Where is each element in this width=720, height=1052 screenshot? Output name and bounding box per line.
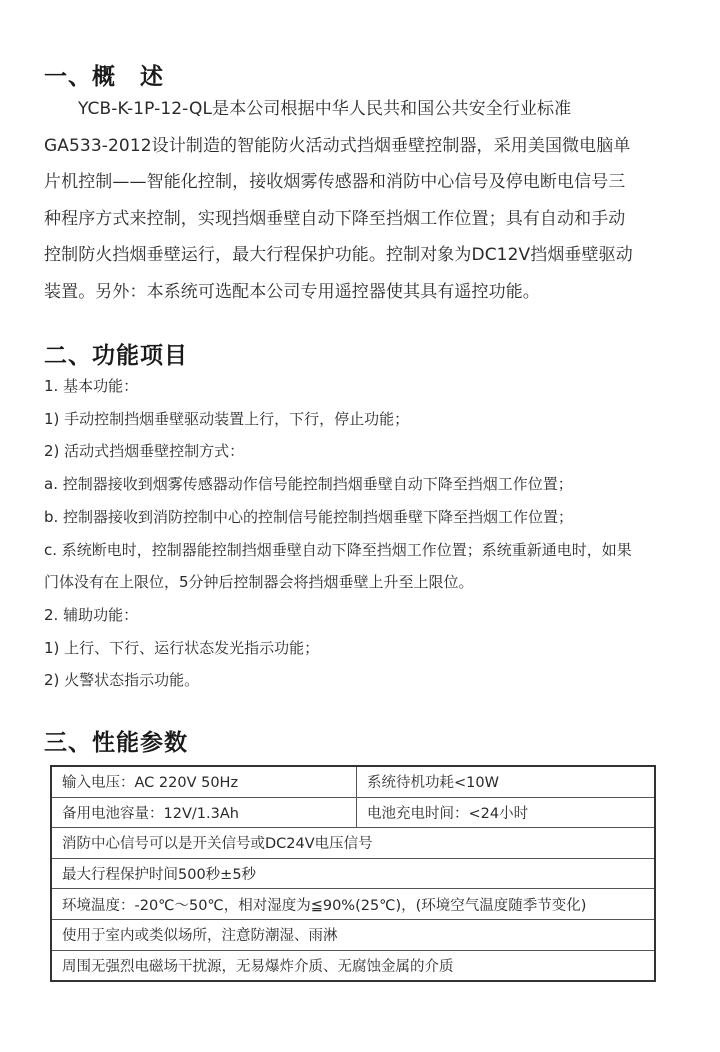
section-title-functions: 二、功能项目 (44, 343, 188, 369)
list-item: 2) 活动式挡烟垂壁控制方式： (44, 442, 245, 461)
table-row (51, 889, 655, 920)
table-row (51, 766, 655, 797)
list-item: b. 控制器接收到消防控制中心的控制信号能控制挡烟垂壁下降至挡烟工作位置； (44, 507, 574, 526)
table-row (51, 828, 655, 859)
list-item: 1) 手动控制挡烟垂壁驱动装置上行，下行，停止功能； (44, 409, 410, 428)
list-item: a. 控制器接收到烟雾传感器动作信号能控制挡烟垂壁自动下降至挡烟工作位置； (44, 475, 573, 494)
functions-list (44, 370, 684, 697)
list-item: 2. 辅助功能： (44, 605, 139, 624)
table-cell: 电池充电时间：<24小时 (357, 797, 656, 828)
list-item: 1) 上行、下行、运行状态发光指示功能； (44, 638, 320, 657)
table-cell: 环境温度：-20℃～50℃，相对湿度为≦90%(25℃)，(环境空气温度随季节变化) (51, 889, 655, 920)
paragraph-line: YCB-K-1P-12-QL是本公司根据中华人民共和国公共安全行业标准 (78, 99, 572, 119)
paragraph-line: 种程序方式来控制，实现挡烟垂壁自动下降至挡烟工作位置；具有自动和手动 (44, 208, 626, 229)
paragraph-line: 控制防火挡烟垂壁运行，最大行程保护功能。控制对象为DC12V挡烟垂壁驱动 (44, 245, 633, 265)
specifications-table (50, 765, 656, 982)
list-item: 门体没有在上限位，5分钟后控制器会将挡烟垂壁上升至上限位。 (44, 573, 474, 592)
section-title-overview: 一、概 述 (44, 64, 164, 90)
table-cell: 输入电压：AC 220V 50Hz (51, 766, 357, 797)
paragraph-line: GA533-2012设计制造的智能防火活动式挡烟垂壁控制器，采用美国微电脑单 (44, 135, 631, 156)
table-cell: 系统待机功耗<10W (357, 766, 656, 797)
overview-paragraph (44, 91, 684, 310)
table-row (51, 919, 655, 950)
table-cell: 周围无强烈电磁场干扰源，无易爆炸介质、无腐蚀金属的介质 (51, 950, 655, 981)
table-cell: 备用电池容量：12V/1.3Ah (51, 797, 357, 828)
table-cell: 最大行程保护时间500秒±5秒 (51, 858, 655, 889)
table-row (51, 797, 655, 828)
table-row (51, 950, 655, 981)
table-cell: 使用于室内或类似场所，注意防潮湿、雨淋 (51, 919, 655, 950)
list-item: 1. 基本功能： (44, 377, 139, 395)
paragraph-line: 片机控制——智能化控制，接收烟雾传感器和消防中心信号及停电断电信号三 (44, 172, 626, 192)
section-title-specifications: 三、性能参数 (44, 730, 188, 756)
list-item: 2) 火警状态指示功能。 (44, 671, 200, 690)
paragraph-line: 装置。另外：本系统可选配本公司专用遥控器使其具有遥控功能。 (44, 281, 540, 302)
table-cell: 消防中心信号可以是开关信号或DC24V电压信号 (51, 828, 655, 859)
list-item: c. 系统断电时，控制器能控制挡烟垂壁自动下降至挡烟工作位置；系统重新通电时，如果 (44, 540, 632, 559)
table-row (51, 858, 655, 889)
